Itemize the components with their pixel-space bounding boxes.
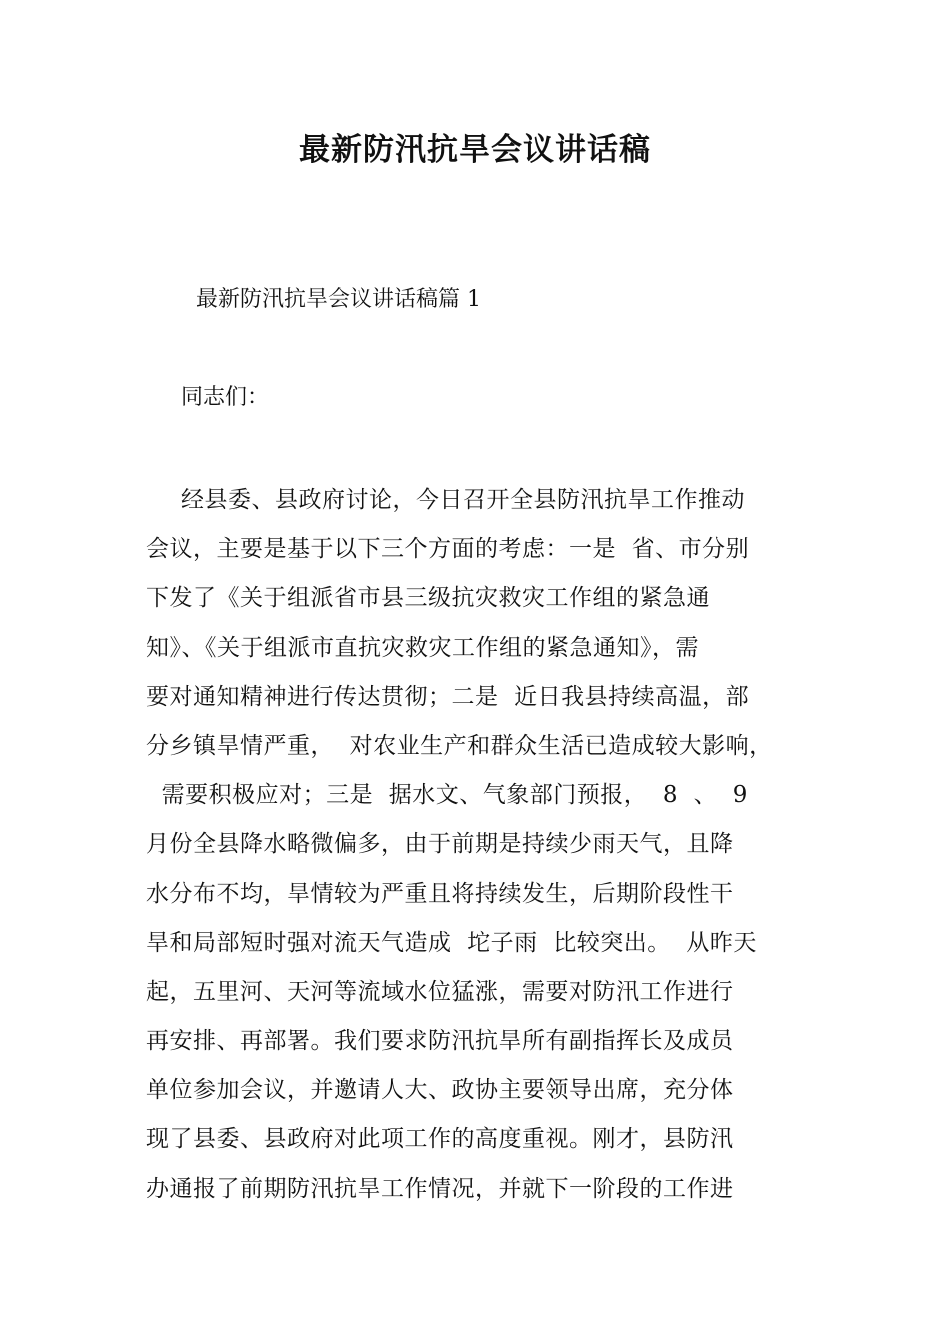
document-subtitle: 最新防汛抗旱会议讲话稿篇 1 [196, 287, 481, 312]
body-line: 要对通知精神进行传达贯彻；二是 近日我县持续高温，部 [146, 683, 750, 710]
body-line: 水分布不均，旱情较为严重且将持续发生，后期阶段性干 [146, 880, 734, 907]
body-line: 下发了《关于组派省市县三级抗灾救灾工作组的紧急通 [146, 585, 710, 612]
body-line: 单位参加会议，并邀请人大、政协主要领导出席，充分体 [146, 1077, 734, 1104]
salutation: 同志们： [181, 385, 270, 410]
body-line: 分乡镇旱情严重， 对农业生产和群众生活已造成较大影响， [146, 732, 773, 759]
body-line: 经县委、县政府讨论，今日召开全县防汛抗旱工作推动 [181, 487, 745, 513]
body-paragraph [146, 480, 836, 1218]
body-line: 办通报了前期防汛抗旱工作情况，并就下一阶段的工作进 [146, 1175, 734, 1202]
body-line: 再安排、再部署。我们要求防汛抗旱所有副指挥长及成员 [146, 1028, 734, 1055]
body-line: 起，五里河、天河等流域水位猛涨，需要对防汛工作进行 [146, 978, 734, 1005]
body-line: 会议，主要是基于以下三个方面的考虑：一是 省、市分别 [146, 536, 750, 563]
body-line: 现了县委、县政府对此项工作的高度重视。刚才，县防汛 [146, 1126, 734, 1153]
body-line: 知》、《关于组派市直抗灾救灾工作组的紧急通知》，需 [146, 634, 699, 661]
document-title: 最新防汛抗旱会议讲话稿 [299, 132, 651, 168]
body-line: 旱和局部短时强对流天气造成 坨子雨 比较突出。 从昨天 [146, 929, 757, 956]
body-line: 需要积极应对；三是 据水文、气象部门预报， 8 、 9 [146, 782, 748, 809]
body-line: 月份全县降水略微偏多，由于前期是持续少雨天气，且降 [146, 831, 734, 858]
